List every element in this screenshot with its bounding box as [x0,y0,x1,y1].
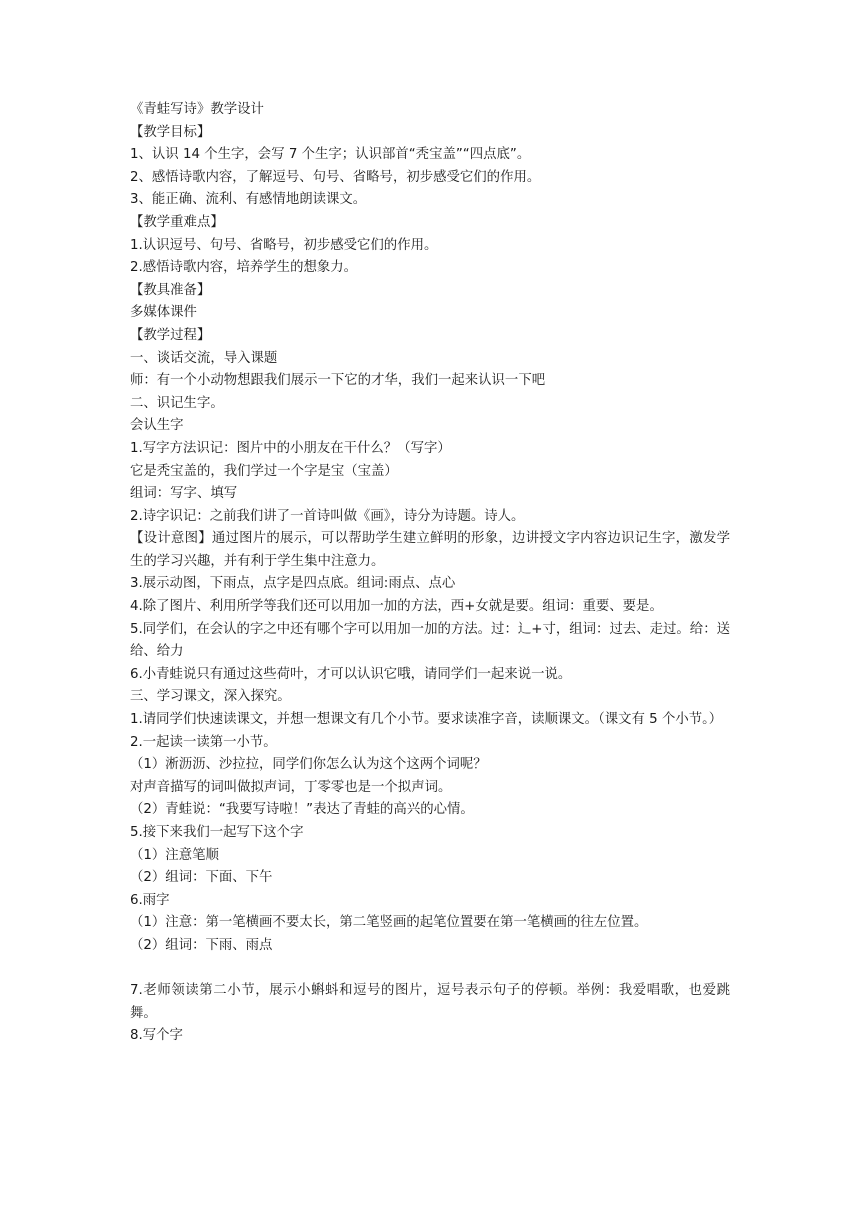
section-heading-materials: 【教具准备】 [130,282,211,298]
process-line: 6.雨字 [130,892,170,908]
process-step-characters: 二、识记生字。 [130,395,224,411]
document-body [130,99,730,1048]
process-paragraph: 7.老师领读第二小节，展示小蝌蚪和逗号的图片，逗号表示句子的停顿。举例：我爱唱歌，也爱跳舞。 [130,983,730,1021]
blank-line [130,958,730,981]
process-line: 2.一起读一读第一小节。 [130,734,277,750]
process-line: 师：有一个小动物想跟我们展示一下它的才华，我们一起来认识一下吧 [130,373,546,389]
process-line: 8.写个字 [130,1028,183,1044]
section-heading-objectives: 【教学目标】 [130,124,211,140]
section-heading-key-points: 【教学重难点】 [130,214,224,230]
document-title: 《青蛙写诗》教学设计 [130,102,264,117]
process-line: 3.展示动图，下雨点，点字是四点底。组词:雨点、点心 [130,576,456,592]
process-line: 2.诗字识记：之前我们讲了一首诗叫做《画》，诗分为诗题。诗人。 [130,508,525,524]
process-line: 5.接下来我们一起写下这个字 [130,825,304,840]
key-point-1: 1.认识逗号、句号、省略号，初步感受它们的作用。 [130,237,438,253]
process-line: （2）青蛙说：“我要写诗啦！”表达了青蛙的高兴的心情。 [130,802,474,818]
process-line: 它是秃宝盖的，我们学过一个字是宝（宝盖） [130,463,398,479]
process-line: 6.小青蛙说只有通过这些荷叶，才可以认识它哦，请同学们一起来说一说。 [130,666,572,682]
objective-1: 1、认识 14 个生字，会写 7 个生字；认识部首“秃宝盖”“四点底”。 [130,147,531,163]
process-paragraph: 4.除了图片、利用所学等我们还可以用加一加的方法，西+女就是要。组词：重要、要是。 [130,599,663,615]
objective-2: 2、感悟诗歌内容，了解逗号、句号、省略号，初步感受它们的作用。 [130,169,541,185]
process-line: 会认生字 [130,418,184,434]
materials-text: 多媒体课件 [130,305,197,321]
key-point-2: 2.感悟诗歌内容，培养学生的想象力。 [130,260,358,276]
process-step-text-study: 三、学习课文，深入探究。 [130,689,291,705]
process-step-intro: 一、谈话交流，导入课题 [130,350,278,366]
process-line: （1）注意笔顺 [130,847,219,863]
process-line: （1）注意：第一笔横画不要太长，第二笔竖画的起笔位置要在第一笔横画的往左位置。 [130,915,648,931]
design-intent-paragraph: 【设计意图】通过图片的展示，可以帮助学生建立鲜明的形象，边讲授文字内容边识记生字，激发学生的学习兴趣，并有利于学生集中注意力。 [130,531,730,569]
process-line: （2）组词：下雨、雨点 [130,937,273,953]
process-paragraph: 1.请同学们快速读课文，并想一想课文有几个小节。要求读准字音，读顺课文。（课文有 5 个小节。） [130,712,723,728]
process-paragraph: 5.同学们，在会认的字之中还有哪个字可以用加一加的方法。过：辶+寸，组词：过去、走过。给：送给、给力 [130,621,730,660]
process-line: （2）组词：下面、下午 [130,870,273,886]
process-line: （1）淅沥沥、沙拉拉，同学们你怎么认为这个这两个词呢？ [130,757,487,773]
process-line: 对声音描写的词叫做拟声词，丁零零也是一个拟声词。 [130,779,452,795]
process-line: 组词：写字、填写 [130,486,238,502]
section-heading-process: 【教学过程】 [130,327,211,343]
process-line: 1.写字方法识记：图片中的小朋友在干什么？（写字） [130,440,451,456]
objective-3: 3、能正确、流利、有感情地朗读课文。 [130,192,367,208]
